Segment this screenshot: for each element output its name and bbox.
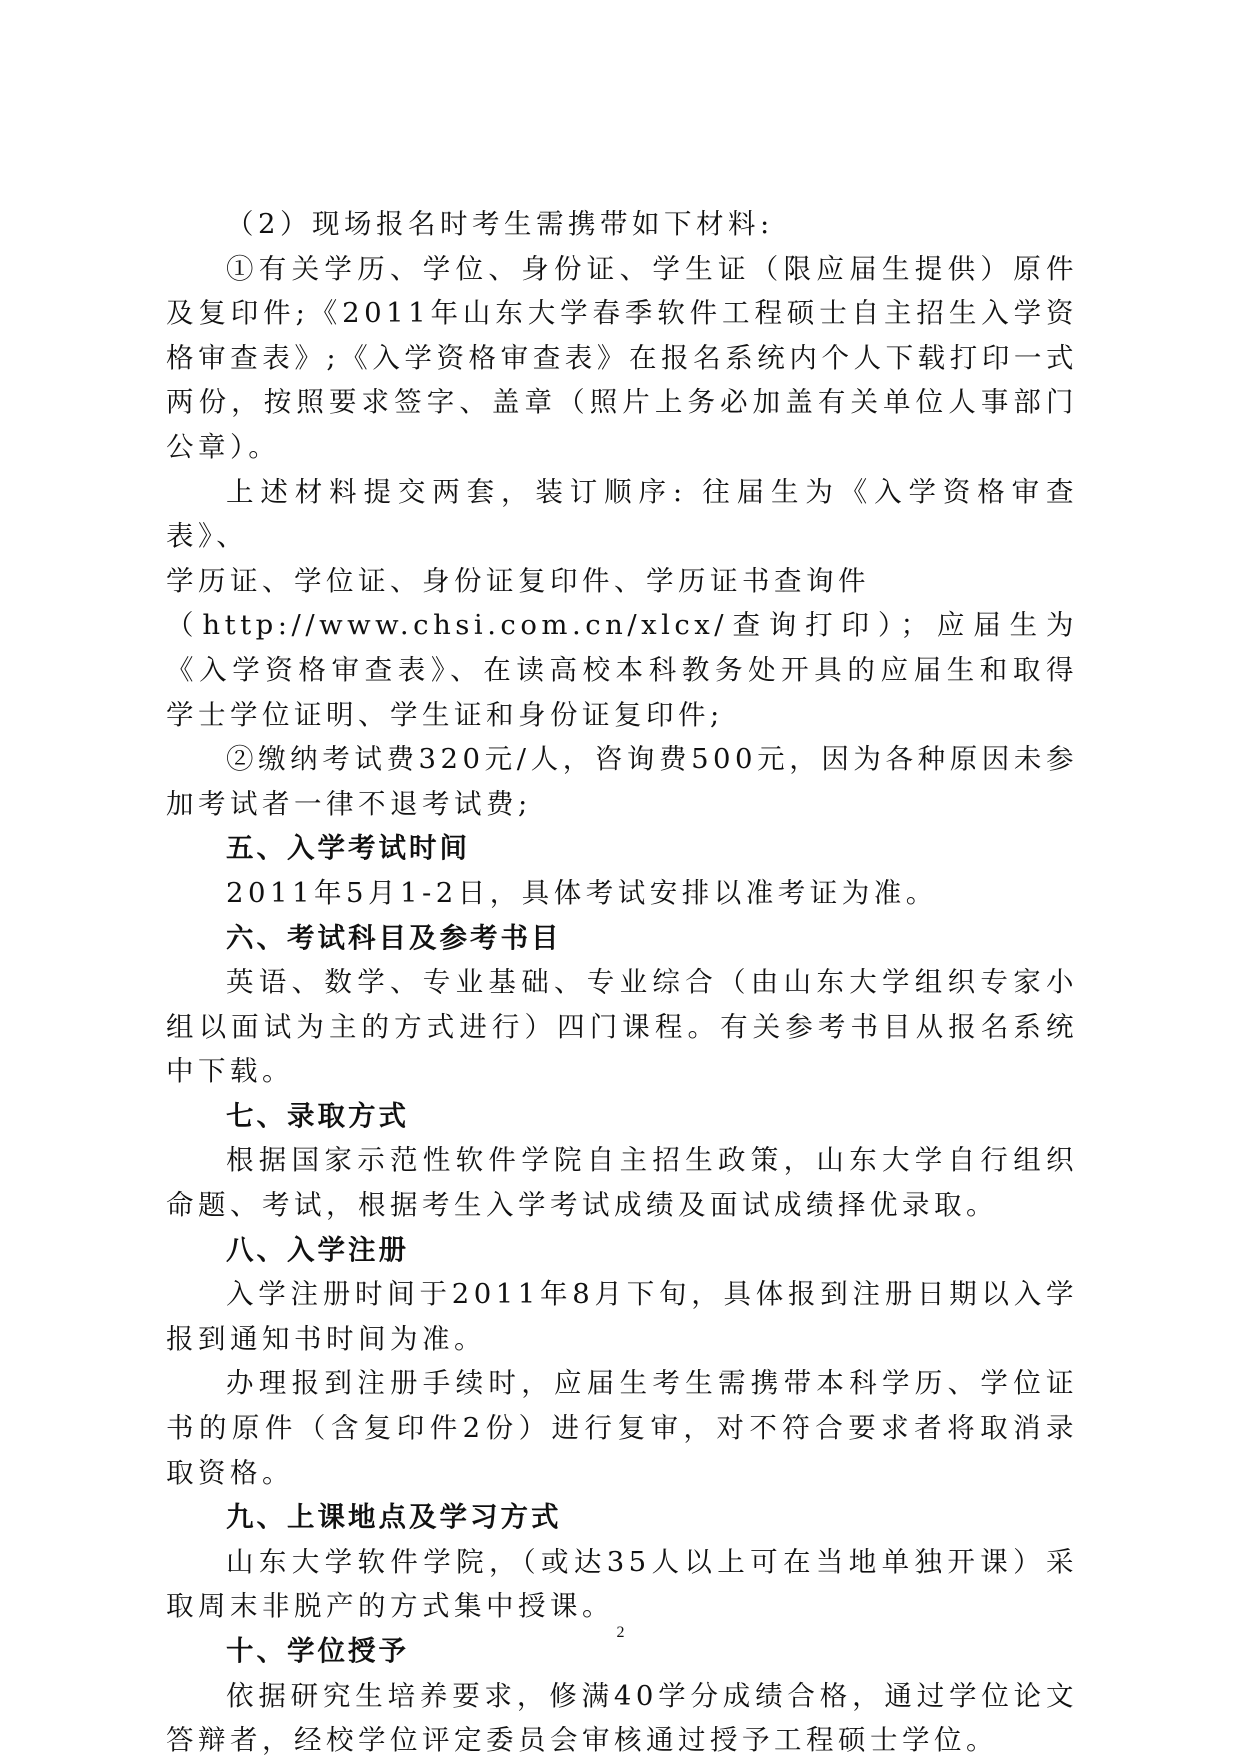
section-heading: 九、上课地点及学习方式	[226, 1501, 562, 1534]
section-heading: 八、入学注册	[226, 1233, 409, 1266]
paragraph-materials-list: ①有关学历、学位、身份证、学生证（限应届生提供）原件及复印件;《2011年山东大学春季软件工程硕士自主招生入学资格审查表》;《入学资格审查表》在报名系统内个人下载打印一式两份，按照要求签字、盖章（照片上务必加盖有关单位人事部门公章）。	[166, 252, 1078, 463]
section-paragraph: 入学注册时间于2011年8月下旬，具体报到注册日期以入学报到通知书时间为准。	[166, 1278, 1078, 1355]
paragraph-binding-order-cont: （http://www.chsi.com.cn/xlcx/查询打印）；应届生为《入学资格审查表》、在读高校本科教务处开具的应届生和取得学士学位证明、学生证和身份证复印件;	[166, 609, 1078, 731]
section-paragraph: 英语、数学、专业基础、专业综合（由山东大学组织专家小组以面试为主的方式进行）四门课程。有关参考书目从报名系统中下载。	[166, 966, 1078, 1088]
section-heading: 五、入学考试时间	[226, 832, 470, 865]
section-paragraph: 办理报到注册手续时，应届生考生需携带本科学历、学位证书的原件（含复印件2份）进行复审，对不符合要求者将取消录取资格。	[166, 1367, 1078, 1489]
section-heading: 六、考试科目及参考书目	[226, 921, 562, 954]
section-heading: 七、录取方式	[226, 1099, 409, 1132]
section-paragraph: 山东大学软件学院，（或达35人以上可在当地单独开课）采取周末非脱产的方式集中授课。	[166, 1545, 1078, 1623]
paragraph-binding-order-line: 学历证、学位证、身份证复印件、学历证书查询件	[166, 564, 870, 597]
section-paragraph: 依据研究生培养要求，修满40学分成绩合格，通过学位论文答辩者，经校学位评定委员会审核通过授予工程硕士学位。	[166, 1679, 1078, 1757]
paragraph-binding-order: 上述材料提交两套，装订顺序: 往届生为《入学资格审查表》、	[166, 475, 1078, 553]
page-number: 2	[616, 1624, 625, 1641]
section-paragraph: 2011年5月1-2日，具体考试安排以准考证为准。	[226, 876, 938, 909]
section-heading: 十、学位授予	[226, 1635, 409, 1667]
document-body	[166, 202, 1078, 1763]
paragraph-materials-intro: （2）现场报名时考生需携带如下材料:	[226, 208, 774, 240]
paragraph-fees: ②缴纳考试费320元/人，咨询费500元，因为各种原因未参加考试者一律不退考试费;	[166, 743, 1078, 820]
section-paragraph: 根据国家示范性软件学院自主招生政策，山东大学自行组织命题、考试，根据考生入学考试成绩及面试成绩择优录取。	[166, 1144, 1078, 1222]
